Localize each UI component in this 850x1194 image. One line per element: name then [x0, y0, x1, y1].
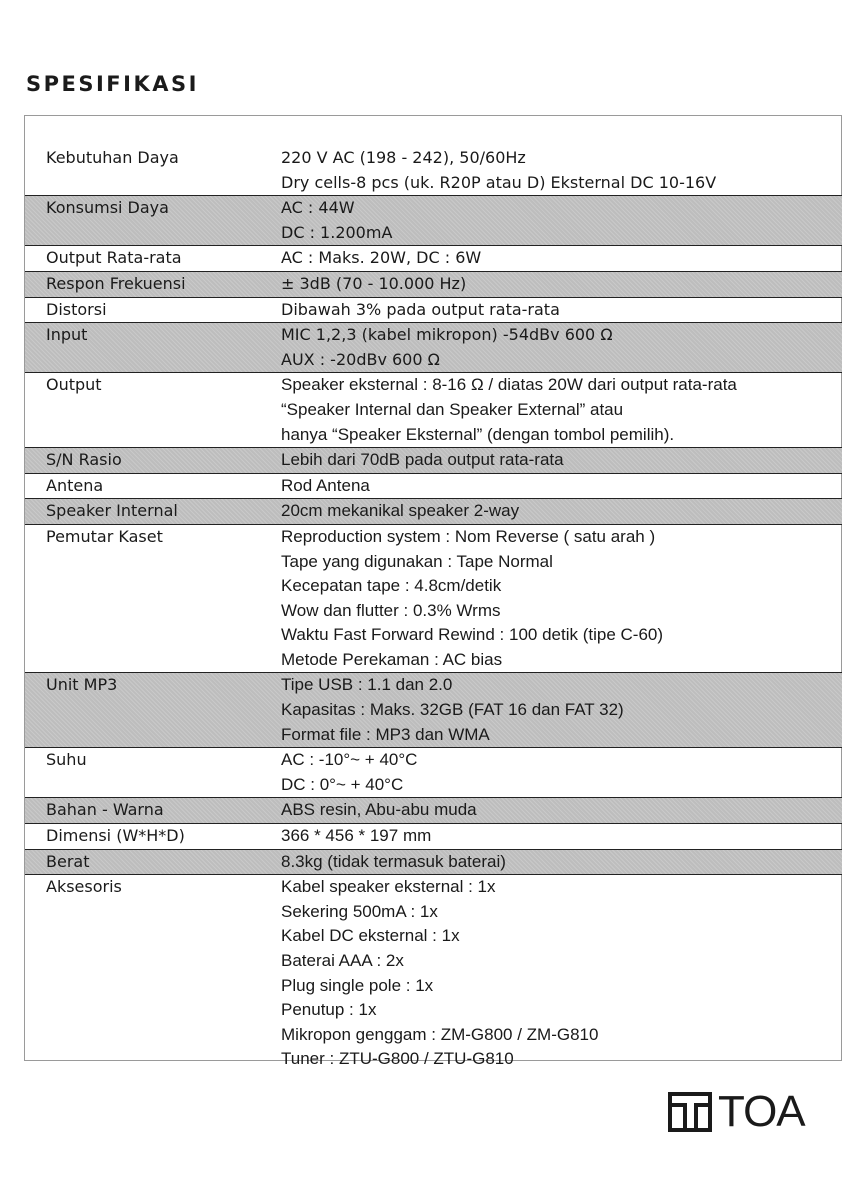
- spec-values: [281, 798, 842, 823]
- brand-logo: [668, 1087, 805, 1136]
- spec-value-line: Plug single pole : 1x: [281, 975, 434, 995]
- spec-value-line: Baterai AAA : 2x: [281, 951, 404, 970]
- spec-value-line: ± 3dB (70 - 10.000 Hz): [281, 273, 467, 293]
- spec-row: [25, 748, 842, 798]
- spec-label: Output: [46, 375, 102, 395]
- spec-value-line: 20cm mekanikal speaker 2-way: [281, 501, 520, 521]
- spec-value-line: MIC 1,2,3 (kabel mikropon) -54dBv 600 Ω: [281, 325, 613, 345]
- spec-row: [25, 499, 842, 525]
- spec-label: Distorsi: [46, 299, 107, 319]
- spec-row: [25, 474, 842, 500]
- toa-logo-icon: [668, 1092, 712, 1132]
- spec-value-line: 366 * 456 * 197 mm: [281, 826, 432, 846]
- spec-label: Speaker Internal: [46, 501, 178, 521]
- spec-value-line: AC : Maks. 20W, DC : 6W: [281, 248, 482, 268]
- spec-value-line: DC : 0°~ + 40°C: [281, 774, 404, 794]
- spec-value-line: AC : 44W: [281, 198, 355, 218]
- spec-value-line: Kabel DC eksternal : 1x: [281, 926, 460, 946]
- spec-row: [25, 673, 842, 748]
- spec-label: Antena: [46, 475, 104, 495]
- spec-label: Dimensi (W*H*D): [46, 826, 185, 846]
- brand-name: TOA: [718, 1087, 805, 1136]
- spec-values: [281, 525, 842, 673]
- spec-table: [25, 146, 842, 1072]
- spec-values: [281, 323, 842, 372]
- spec-label: Input: [46, 325, 88, 345]
- spec-label: Respon Frekuensi: [46, 273, 186, 293]
- spec-values: [281, 474, 842, 499]
- spec-values: [281, 850, 842, 875]
- spec-row: [25, 298, 842, 324]
- page-title: SPESIFIKASI: [26, 72, 199, 96]
- spec-value-line: Sekering 500mA : 1x: [281, 901, 438, 921]
- spec-row: [25, 798, 842, 824]
- spec-row: [25, 246, 842, 272]
- spec-value-line: Metode Perekaman : AC bias: [281, 649, 503, 669]
- spec-value-line: Penutup : 1x: [281, 1000, 377, 1020]
- spec-value-line: Rod Antena: [281, 475, 370, 495]
- spec-value-line: 220 V AC (198 - 242), 50/60Hz: [281, 148, 526, 167]
- spec-row: [25, 875, 842, 1072]
- spec-value-line: Tipe USB : 1.1 dan 2.0: [281, 675, 453, 695]
- spec-row: [25, 525, 842, 674]
- spec-row: [25, 373, 842, 448]
- spec-row: [25, 448, 842, 474]
- spec-values: [281, 875, 842, 1072]
- spec-label: Bahan - Warna: [46, 800, 164, 820]
- spec-label: S/N Rasio: [46, 450, 122, 470]
- spec-values: [281, 272, 842, 297]
- spec-label: Suhu: [46, 750, 87, 770]
- spec-value-line: DC : 1.200mA: [281, 222, 393, 242]
- spec-values: [281, 246, 842, 271]
- spec-value-line: hanya “Speaker Eksternal” (dengan tombol pemilih).: [281, 424, 675, 444]
- spec-value-line: Wow dan flutter : 0.3% Wrms: [281, 600, 501, 620]
- spec-row: [25, 196, 842, 246]
- spec-value-line: Waktu Fast Forward Rewind : 100 detik (tipe C-60): [281, 625, 664, 645]
- spec-value-line: Mikropon genggam : ZM-G800 / ZM-G810: [281, 1024, 599, 1044]
- spec-row: [25, 323, 842, 373]
- spec-value-line: Reproduction system : Nom Reverse ( satu arah ): [281, 526, 656, 546]
- spec-label: Pemutar Kaset: [46, 526, 163, 546]
- spec-values: [281, 196, 842, 245]
- spec-value-line: Format file : MP3 dan WMA: [281, 724, 490, 744]
- spec-values: [281, 373, 842, 447]
- spec-value-line: Lebih dari 70dB pada output rata-rata: [281, 450, 564, 470]
- spec-value-line: Kabel speaker eksternal : 1x: [281, 877, 496, 897]
- spec-value-line: Kecepatan tape : 4.8cm/detik: [281, 576, 502, 596]
- spec-value-line: “Speaker Internal dan Speaker External” atau: [281, 399, 624, 419]
- spec-values: [281, 748, 842, 797]
- spec-value-line: Tuner : ZTU-G800 / ZTU-G810: [281, 1049, 514, 1069]
- spec-value-line: Kapasitas : Maks. 32GB (FAT 16 dan FAT 32): [281, 700, 624, 720]
- spec-value-line: Tape yang digunakan : Tape Normal: [281, 551, 553, 571]
- spec-label: Aksesoris: [46, 877, 122, 897]
- spec-values: [281, 499, 842, 524]
- spec-value-line: ABS resin, Abu-abu muda: [281, 800, 477, 820]
- spec-row: [25, 146, 842, 196]
- spec-label: Berat: [46, 851, 90, 871]
- spec-value-line: AUX : -20dBv 600 Ω: [281, 349, 440, 369]
- spec-values: [281, 824, 842, 849]
- spec-values: [281, 673, 842, 747]
- spec-label: Konsumsi Daya: [46, 198, 169, 218]
- spec-label: Output Rata-rata: [46, 248, 182, 268]
- spec-value-line: Dry cells-8 pcs (uk. R20P atau D) Eksternal DC 10-16V: [281, 172, 717, 192]
- spec-table-frame: [24, 115, 842, 1069]
- spec-value-line: Speaker eksternal : 8-16 Ω / diatas 20W dari output rata-rata: [281, 375, 737, 395]
- spec-values: [281, 298, 842, 323]
- spec-row: [25, 850, 842, 876]
- spec-value-line: Dibawah 3% pada output rata-rata: [281, 299, 560, 319]
- spec-label: Unit MP3: [46, 675, 118, 695]
- spec-values: [281, 146, 842, 195]
- spec-values: [281, 448, 842, 473]
- spec-row: [25, 272, 842, 298]
- spec-value-line: AC : -10°~ + 40°C: [281, 750, 418, 770]
- spec-value-line: 8.3kg (tidak termasuk baterai): [281, 851, 506, 871]
- spec-row: [25, 824, 842, 850]
- spec-label: Kebutuhan Daya: [46, 148, 179, 167]
